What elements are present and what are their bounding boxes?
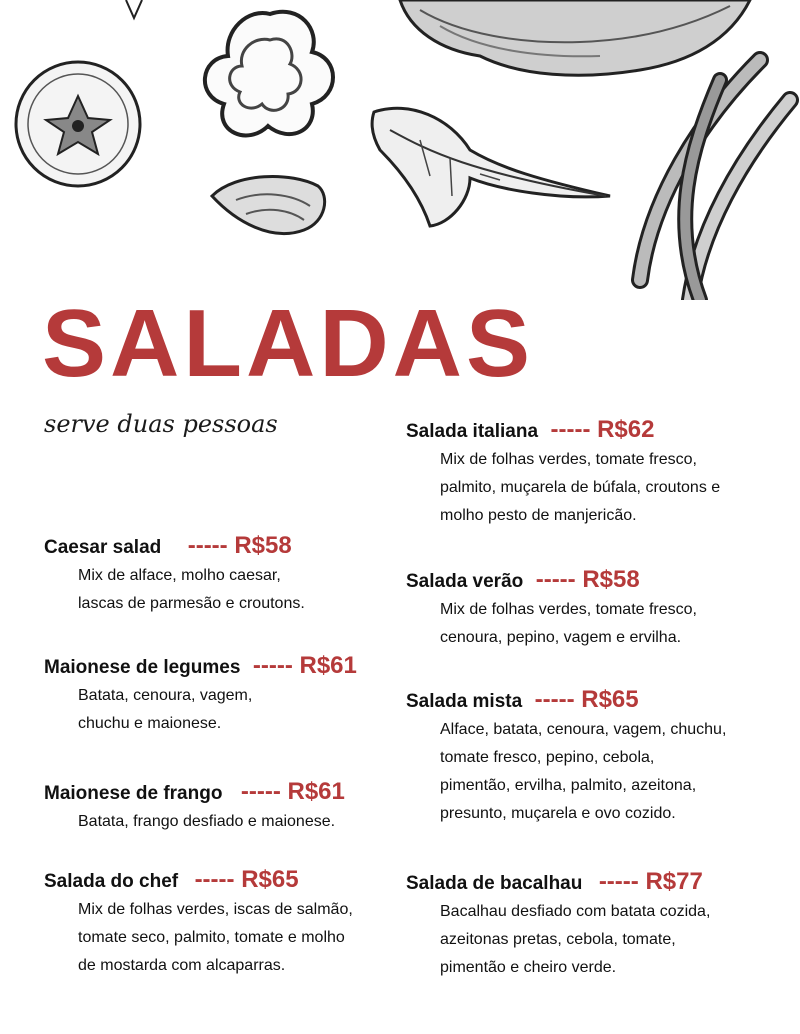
menu-item-maionese-de-legumes <box>44 652 357 738</box>
item-price: ----- R$61 <box>240 778 345 805</box>
item-description: Mix de folhas verdes, iscas de salmão, tomate seco, palmito, tomate e molho de mostarda com alcaparras. <box>78 901 353 974</box>
item-name: Maionese de frango <box>44 783 223 804</box>
item-price: ----- R$58 <box>187 532 292 559</box>
leaf-tip-icon <box>126 0 142 18</box>
item-price: ----- R$65 <box>194 866 299 893</box>
item-name: Salada do chef <box>44 871 179 892</box>
vegetable-illustrations <box>0 0 800 300</box>
item-description: Mix de folhas verdes, tomate fresco, cenoura, pepino, vagem e ervilha. <box>440 601 697 646</box>
item-price: ----- R$61 <box>252 652 357 679</box>
item-description: Bacalhau desfiado com batata cozida, azeitonas pretas, cebola, tomate, pimentão e cheiro verde. <box>440 903 711 976</box>
item-name: Caesar salad <box>44 537 162 558</box>
menu-item-salada-italiana <box>406 416 720 530</box>
cucumber-slice-icon <box>16 62 140 186</box>
item-price: ----- R$77 <box>598 868 703 895</box>
item-price: ----- R$65 <box>534 686 639 713</box>
item-price: ----- R$58 <box>535 566 640 593</box>
item-name: Maionese de legumes <box>44 657 241 678</box>
item-name: Salada de bacalhau <box>406 873 583 894</box>
menu-item-salada-de-bacalhau <box>406 868 710 982</box>
item-name: Salada verão <box>406 571 524 592</box>
item-description: Mix de folhas verdes, tomate fresco, palmito, muçarela de búfala, croutons e molho pesto de manjericão. <box>440 451 721 524</box>
green-beans-icon <box>640 60 790 300</box>
pepper-slice-icon <box>205 12 333 136</box>
parsley-leaf-icon <box>372 108 610 226</box>
menu-item-salada-verao <box>406 566 697 652</box>
lettuce-icon <box>400 0 750 75</box>
menu-item-salada-mista <box>406 686 726 828</box>
page-subtitle: serve duas pessoas <box>44 410 278 438</box>
menu-item-maionese-de-frango <box>44 778 345 836</box>
menu-item-salada-do-chef <box>44 866 353 980</box>
item-description: Batata, frango desfiado e maionese. <box>78 813 336 830</box>
item-description: Alface, batata, cenoura, vagem, chuchu, tomate fresco, pepino, cebola, pimentão, ervilha, palmito, azeitona, presunto, muçarela e ovo cozido. <box>440 721 727 822</box>
item-price: ----- R$62 <box>550 416 655 443</box>
item-description: Mix de alface, molho caesar, lascas de parmesão e croutons. <box>78 567 305 612</box>
item-name: Salada mista <box>406 691 523 712</box>
page-title: SALADAS <box>42 290 535 397</box>
garlic-clove-icon <box>212 177 325 234</box>
item-description: Batata, cenoura, vagem, chuchu e maionese. <box>78 687 253 732</box>
item-name: Salada italiana <box>406 421 539 442</box>
menu-item-caesar-salad <box>44 532 305 618</box>
